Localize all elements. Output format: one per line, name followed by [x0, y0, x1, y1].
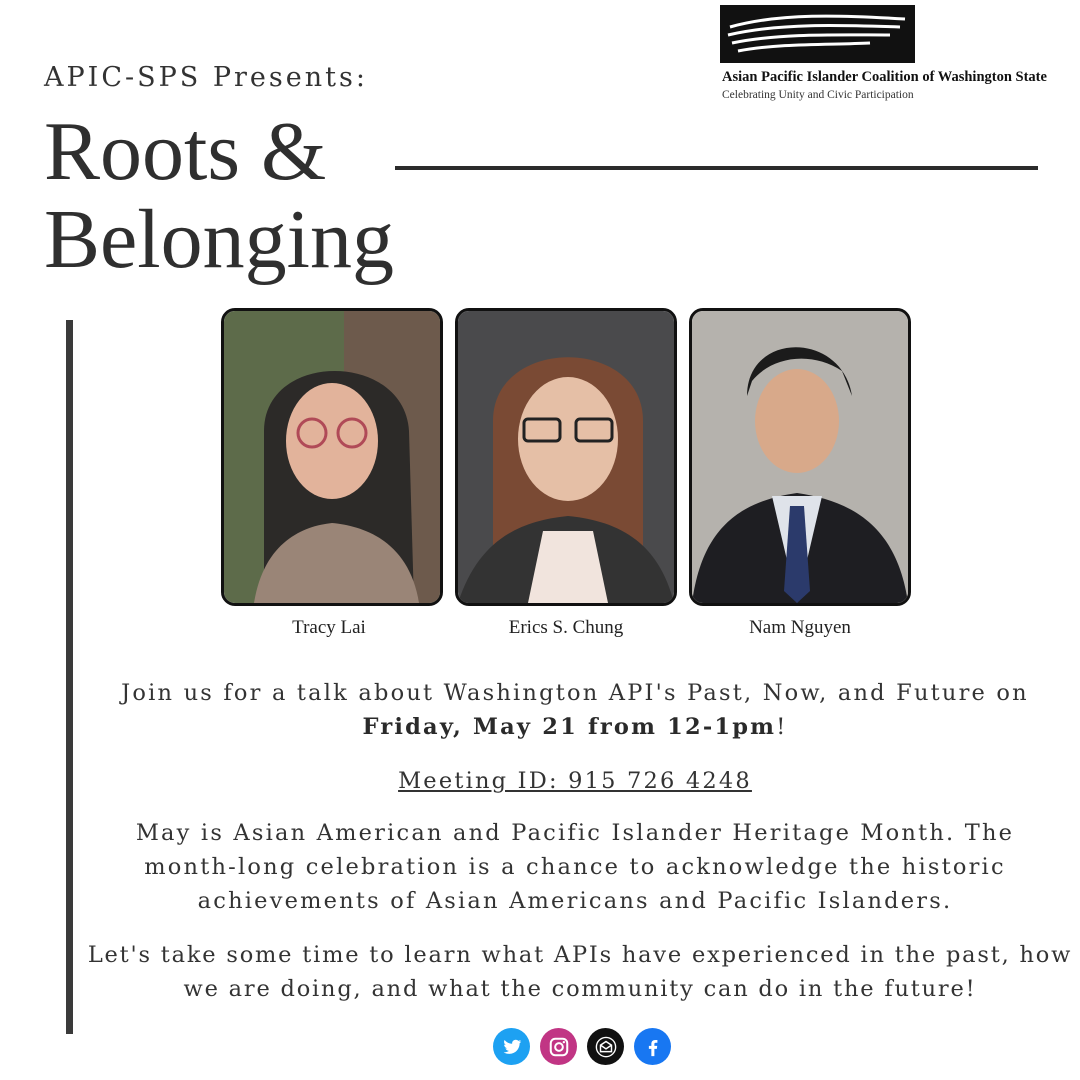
logo-tagline: Celebrating Unity and Civic Participation — [722, 89, 914, 101]
title-line-1: Roots & — [44, 105, 327, 198]
speaker-name-1: Tracy Lai — [292, 617, 366, 638]
event-intro — [95, 676, 1055, 744]
instagram-icon[interactable] — [540, 1028, 577, 1065]
page-title — [44, 105, 394, 286]
speaker-photo-1 — [221, 308, 443, 606]
left-accent-bar — [66, 320, 73, 1034]
call-to-action-paragraph: Let's take some time to learn what APIs have experienced in the past, how we are doing, and what the community can do in the future! — [87, 942, 1073, 1002]
twitter-icon[interactable] — [493, 1028, 530, 1065]
speaker-photo-2 — [455, 308, 677, 606]
event-intro-text: Join us for a talk about Washington API's Past, Now, and Future on — [121, 680, 1029, 706]
social-links — [493, 1028, 671, 1065]
title-divider — [395, 166, 1038, 170]
logo-wave-mark — [720, 5, 915, 63]
facebook-icon[interactable] — [634, 1028, 671, 1065]
speaker-name-3: Nam Nguyen — [749, 617, 851, 638]
heritage-paragraph: May is Asian American and Pacific Islander Heritage Month. The month-long celebration is a chance to acknowledge the historic achievements of Asian Americans and Pacific Islanders. — [135, 820, 1015, 914]
speaker-name-2: Erics S. Chung — [508, 617, 624, 638]
presenter-label: APIC-SPS Presents: — [44, 62, 368, 93]
email-icon[interactable] — [587, 1028, 624, 1065]
meeting-id-row — [95, 764, 1055, 798]
logo-org-name: Asian Pacific Islander Coalition of Washington State — [722, 69, 1047, 85]
apic-logo — [720, 5, 1080, 105]
event-datetime-suffix: ! — [776, 714, 788, 740]
speaker-photo-3 — [689, 308, 911, 606]
title-line-2: Belonging — [44, 193, 394, 286]
meeting-id-link[interactable]: Meeting ID: 915 726 4248 — [398, 768, 752, 794]
event-datetime: Friday, May 21 from 12-1pm — [362, 714, 777, 740]
